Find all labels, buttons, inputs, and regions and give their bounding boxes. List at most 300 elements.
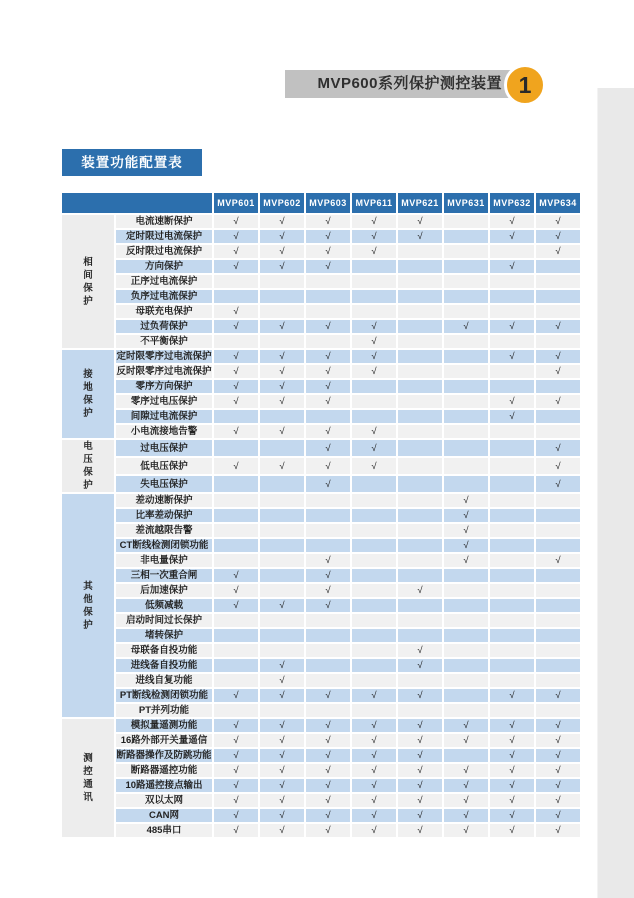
table-row: [62, 719, 580, 732]
row-label: 小电流接地告警: [116, 425, 212, 438]
check-mark-cell: √: [352, 719, 396, 732]
empty-cell: [490, 659, 534, 672]
check-mark-cell: √: [214, 260, 258, 273]
empty-cell: [398, 569, 442, 582]
row-label: 低电压保护: [116, 458, 212, 474]
check-mark-cell: √: [536, 476, 580, 492]
empty-cell: [536, 704, 580, 717]
empty-cell: [214, 509, 258, 522]
empty-cell: [214, 554, 258, 567]
check-mark-cell: √: [536, 809, 580, 822]
row-label: 堵转保护: [116, 629, 212, 642]
check-mark-cell: √: [260, 659, 304, 672]
empty-cell: [444, 674, 488, 687]
empty-cell: [490, 554, 534, 567]
empty-cell: [490, 509, 534, 522]
check-mark-cell: √: [306, 395, 350, 408]
table-row: [62, 320, 580, 333]
row-label: 定时限零序过电流保护: [116, 351, 212, 362]
row-label: 10路遥控接点输出: [116, 779, 212, 792]
check-mark-cell: √: [306, 458, 350, 474]
table-row: [62, 704, 580, 717]
empty-cell: [214, 410, 258, 423]
check-mark-cell: √: [536, 749, 580, 762]
check-mark-cell: √: [306, 260, 350, 273]
empty-cell: [214, 335, 258, 348]
empty-cell: [444, 629, 488, 642]
check-mark-cell: √: [306, 554, 350, 567]
row-label: 差动速断保护: [116, 494, 212, 507]
check-mark-cell: √: [214, 230, 258, 243]
check-mark-cell: √: [260, 734, 304, 747]
table-row: [62, 395, 580, 408]
empty-cell: [398, 350, 442, 363]
row-label: 双以太网: [116, 794, 212, 807]
check-mark-cell: √: [260, 719, 304, 732]
empty-cell: [306, 335, 350, 348]
empty-cell: [398, 629, 442, 642]
empty-cell: [444, 644, 488, 657]
empty-cell: [444, 290, 488, 303]
table-row: [62, 335, 580, 348]
column-header-MVP611: MVP611: [352, 193, 396, 213]
empty-cell: [398, 395, 442, 408]
empty-cell: [536, 614, 580, 627]
check-mark-cell: √: [306, 809, 350, 822]
empty-cell: [444, 260, 488, 273]
check-mark-cell: √: [260, 425, 304, 438]
column-header-MVP631: MVP631: [444, 193, 488, 213]
table-row: [62, 539, 580, 552]
check-mark-cell: √: [352, 215, 396, 228]
empty-cell: [306, 674, 350, 687]
empty-cell: [444, 458, 488, 474]
empty-cell: [490, 704, 534, 717]
group-label: 电 压 保 护: [62, 440, 114, 492]
empty-cell: [444, 305, 488, 318]
empty-cell: [398, 260, 442, 273]
column-header-MVP634: MVP634: [536, 193, 580, 213]
empty-cell: [444, 476, 488, 492]
empty-cell: [214, 614, 258, 627]
table-row: [62, 569, 580, 582]
empty-cell: [260, 629, 304, 642]
check-mark-cell: √: [260, 599, 304, 612]
check-mark-cell: √: [536, 350, 580, 363]
row-label: 比率差动保护: [116, 509, 212, 522]
check-mark-cell: √: [306, 689, 350, 702]
empty-cell: [214, 674, 258, 687]
table-row: [62, 494, 580, 507]
empty-cell: [352, 305, 396, 318]
check-mark-cell: √: [260, 749, 304, 762]
empty-cell: [398, 524, 442, 537]
column-header-MVP603: MVP603: [306, 193, 350, 213]
table-row: [62, 629, 580, 642]
empty-cell: [260, 275, 304, 288]
check-mark-cell: √: [306, 215, 350, 228]
empty-cell: [490, 674, 534, 687]
check-mark-cell: √: [536, 824, 580, 837]
empty-cell: [260, 410, 304, 423]
empty-cell: [536, 539, 580, 552]
check-mark-cell: √: [352, 749, 396, 762]
check-mark-cell: √: [260, 260, 304, 273]
column-header-MVP602: MVP602: [260, 193, 304, 213]
empty-cell: [536, 569, 580, 582]
check-mark-cell: √: [536, 230, 580, 243]
empty-cell: [260, 569, 304, 582]
empty-cell: [214, 476, 258, 492]
check-mark-cell: √: [536, 458, 580, 474]
empty-cell: [306, 704, 350, 717]
row-label: 三相一次重合闸: [116, 569, 212, 582]
empty-cell: [214, 494, 258, 507]
check-mark-cell: √: [260, 320, 304, 333]
check-mark-cell: √: [352, 350, 396, 363]
check-mark-cell: √: [306, 380, 350, 393]
check-mark-cell: √: [490, 410, 534, 423]
check-mark-cell: √: [214, 599, 258, 612]
check-mark-cell: √: [352, 689, 396, 702]
empty-cell: [398, 290, 442, 303]
empty-cell: [536, 335, 580, 348]
page-number-badge: 1: [504, 64, 546, 106]
row-label: 反时限过电流保护: [116, 245, 212, 258]
empty-cell: [214, 440, 258, 456]
check-mark-cell: √: [214, 719, 258, 732]
empty-cell: [398, 458, 442, 474]
check-mark-cell: √: [398, 215, 442, 228]
check-mark-cell: √: [536, 365, 580, 378]
check-mark-cell: √: [260, 674, 304, 687]
empty-cell: [306, 290, 350, 303]
empty-cell: [490, 569, 534, 582]
empty-cell: [398, 425, 442, 438]
check-mark-cell: √: [306, 569, 350, 582]
check-mark-cell: √: [214, 569, 258, 582]
group-label: 相 间 保 护: [62, 215, 114, 348]
table-row: [62, 425, 580, 438]
empty-cell: [490, 440, 534, 456]
check-mark-cell: √: [536, 764, 580, 777]
check-mark-cell: √: [444, 509, 488, 522]
table-row: [62, 689, 580, 702]
empty-cell: [444, 749, 488, 762]
check-mark-cell: √: [398, 779, 442, 792]
check-mark-cell: √: [536, 794, 580, 807]
empty-cell: [398, 614, 442, 627]
check-mark-cell: √: [214, 809, 258, 822]
empty-cell: [214, 539, 258, 552]
empty-cell: [490, 380, 534, 393]
empty-cell: [306, 494, 350, 507]
empty-cell: [536, 380, 580, 393]
empty-cell: [306, 659, 350, 672]
row-label: 16路外部开关量遥信: [116, 734, 212, 747]
check-mark-cell: √: [536, 734, 580, 747]
table-row: [62, 458, 580, 474]
empty-cell: [306, 644, 350, 657]
check-mark-cell: √: [398, 230, 442, 243]
empty-cell: [444, 350, 488, 363]
check-mark-cell: √: [260, 458, 304, 474]
empty-cell: [490, 305, 534, 318]
check-mark-cell: √: [490, 734, 534, 747]
row-label: 零序过电压保护: [116, 395, 212, 408]
empty-cell: [444, 275, 488, 288]
empty-cell: [536, 629, 580, 642]
empty-cell: [260, 335, 304, 348]
empty-cell: [306, 509, 350, 522]
table-header: [62, 193, 580, 213]
column-header-MVP621: MVP621: [398, 193, 442, 213]
check-mark-cell: √: [260, 395, 304, 408]
row-label: 启动时间过长保护: [116, 614, 212, 627]
empty-cell: [214, 629, 258, 642]
check-mark-cell: √: [398, 659, 442, 672]
empty-cell: [352, 704, 396, 717]
row-label: 非电量保护: [116, 554, 212, 567]
table-row: [62, 809, 580, 822]
check-mark-cell: √: [490, 689, 534, 702]
empty-cell: [398, 704, 442, 717]
check-mark-cell: √: [444, 764, 488, 777]
empty-cell: [306, 629, 350, 642]
empty-cell: [536, 305, 580, 318]
section-title-box: 装置功能配置表: [62, 149, 202, 176]
empty-cell: [536, 425, 580, 438]
empty-cell: [490, 614, 534, 627]
check-mark-cell: √: [490, 230, 534, 243]
empty-cell: [352, 476, 396, 492]
check-mark-cell: √: [536, 395, 580, 408]
empty-cell: [536, 494, 580, 507]
check-mark-cell: √: [260, 689, 304, 702]
empty-cell: [398, 320, 442, 333]
check-mark-cell: √: [536, 245, 580, 258]
table-row: [62, 290, 580, 303]
empty-cell: [536, 659, 580, 672]
table-row: [62, 365, 580, 378]
check-mark-cell: √: [214, 320, 258, 333]
check-mark-cell: √: [490, 320, 534, 333]
empty-cell: [536, 584, 580, 597]
check-mark-cell: √: [306, 749, 350, 762]
empty-cell: [398, 539, 442, 552]
check-mark-cell: √: [398, 794, 442, 807]
check-mark-cell: √: [398, 764, 442, 777]
empty-cell: [352, 380, 396, 393]
row-label: 零序方向保护: [116, 380, 212, 393]
check-mark-cell: √: [490, 215, 534, 228]
table-row: [62, 524, 580, 537]
empty-cell: [260, 494, 304, 507]
check-mark-cell: √: [214, 215, 258, 228]
check-mark-cell: √: [536, 320, 580, 333]
check-mark-cell: √: [536, 440, 580, 456]
check-mark-cell: √: [214, 305, 258, 318]
empty-cell: [398, 554, 442, 567]
check-mark-cell: √: [214, 794, 258, 807]
empty-cell: [260, 509, 304, 522]
check-mark-cell: √: [214, 689, 258, 702]
check-mark-cell: √: [214, 380, 258, 393]
empty-cell: [398, 335, 442, 348]
check-mark-cell: √: [490, 719, 534, 732]
empty-cell: [352, 509, 396, 522]
empty-cell: [352, 410, 396, 423]
check-mark-cell: √: [306, 779, 350, 792]
check-mark-cell: √: [490, 794, 534, 807]
page-edge-strip: [597, 88, 634, 898]
check-mark-cell: √: [398, 719, 442, 732]
empty-cell: [260, 290, 304, 303]
check-mark-cell: √: [260, 380, 304, 393]
empty-cell: [444, 395, 488, 408]
check-mark-cell: √: [306, 794, 350, 807]
page-title-bar: [285, 70, 516, 98]
check-mark-cell: √: [398, 689, 442, 702]
check-mark-cell: √: [214, 395, 258, 408]
check-mark-cell: √: [306, 230, 350, 243]
check-mark-cell: √: [398, 824, 442, 837]
empty-cell: [398, 365, 442, 378]
table-row: [62, 350, 580, 363]
row-label: 母联充电保护: [116, 305, 212, 318]
row-label: 正序过电流保护: [116, 275, 212, 288]
function-config-table: [60, 191, 582, 839]
row-label: 模拟量遥测功能: [116, 719, 212, 732]
table-row: [62, 410, 580, 423]
empty-cell: [398, 494, 442, 507]
empty-cell: [490, 290, 534, 303]
table-row: [62, 305, 580, 318]
empty-cell: [444, 215, 488, 228]
empty-cell: [398, 305, 442, 318]
table-row: [62, 584, 580, 597]
check-mark-cell: √: [398, 644, 442, 657]
empty-cell: [214, 290, 258, 303]
row-label: 断路器操作及防跳功能: [116, 750, 212, 761]
empty-cell: [536, 644, 580, 657]
check-mark-cell: √: [260, 764, 304, 777]
check-mark-cell: √: [306, 719, 350, 732]
empty-cell: [260, 305, 304, 318]
header-row: [62, 193, 580, 213]
table-row: [62, 509, 580, 522]
empty-cell: [398, 275, 442, 288]
empty-cell: [444, 230, 488, 243]
empty-cell: [306, 275, 350, 288]
check-mark-cell: √: [306, 320, 350, 333]
check-mark-cell: √: [352, 440, 396, 456]
empty-cell: [490, 275, 534, 288]
check-mark-cell: √: [490, 350, 534, 363]
table-row: [62, 215, 580, 228]
empty-cell: [444, 440, 488, 456]
empty-cell: [490, 599, 534, 612]
check-mark-cell: √: [352, 245, 396, 258]
group-label: 其 他 保 护: [62, 494, 114, 717]
empty-cell: [444, 584, 488, 597]
empty-cell: [444, 689, 488, 702]
empty-cell: [352, 599, 396, 612]
row-label: 过电压保护: [116, 440, 212, 456]
table-row: [62, 260, 580, 273]
empty-cell: [352, 260, 396, 273]
table-body: [62, 215, 580, 837]
check-mark-cell: √: [214, 749, 258, 762]
check-mark-cell: √: [214, 734, 258, 747]
check-mark-cell: √: [214, 425, 258, 438]
empty-cell: [536, 509, 580, 522]
row-label: 定时限过电流保护: [116, 230, 212, 243]
check-mark-cell: √: [214, 458, 258, 474]
column-header-MVP601: MVP601: [214, 193, 258, 213]
column-header-MVP632: MVP632: [490, 193, 534, 213]
empty-cell: [306, 305, 350, 318]
table-container: [60, 191, 582, 839]
row-label: 间隙过电流保护: [116, 410, 212, 423]
empty-cell: [536, 275, 580, 288]
empty-cell: [444, 380, 488, 393]
empty-cell: [352, 524, 396, 537]
check-mark-cell: √: [260, 824, 304, 837]
check-mark-cell: √: [490, 824, 534, 837]
empty-cell: [444, 410, 488, 423]
empty-cell: [260, 704, 304, 717]
empty-cell: [352, 584, 396, 597]
check-mark-cell: √: [444, 539, 488, 552]
group-label: 接 地 保 护: [62, 350, 114, 438]
empty-cell: [214, 704, 258, 717]
check-mark-cell: √: [536, 719, 580, 732]
check-mark-cell: √: [352, 779, 396, 792]
empty-cell: [490, 584, 534, 597]
empty-cell: [352, 659, 396, 672]
check-mark-cell: √: [306, 425, 350, 438]
table-row: [62, 275, 580, 288]
empty-cell: [536, 260, 580, 273]
row-label: 断路器遥控功能: [116, 764, 212, 777]
check-mark-cell: √: [398, 809, 442, 822]
check-mark-cell: √: [352, 809, 396, 822]
check-mark-cell: √: [352, 425, 396, 438]
check-mark-cell: √: [490, 260, 534, 273]
row-label: PT并列功能: [116, 704, 212, 717]
check-mark-cell: √: [352, 764, 396, 777]
empty-cell: [444, 425, 488, 438]
check-mark-cell: √: [306, 764, 350, 777]
empty-cell: [260, 524, 304, 537]
check-mark-cell: √: [306, 365, 350, 378]
empty-cell: [352, 395, 396, 408]
check-mark-cell: √: [490, 809, 534, 822]
table-row: [62, 644, 580, 657]
check-mark-cell: √: [214, 350, 258, 363]
empty-cell: [398, 380, 442, 393]
empty-cell: [352, 494, 396, 507]
check-mark-cell: √: [444, 809, 488, 822]
check-mark-cell: √: [260, 215, 304, 228]
empty-cell: [490, 539, 534, 552]
empty-cell: [214, 659, 258, 672]
empty-cell: [398, 476, 442, 492]
check-mark-cell: √: [352, 320, 396, 333]
check-mark-cell: √: [306, 245, 350, 258]
empty-cell: [398, 410, 442, 423]
